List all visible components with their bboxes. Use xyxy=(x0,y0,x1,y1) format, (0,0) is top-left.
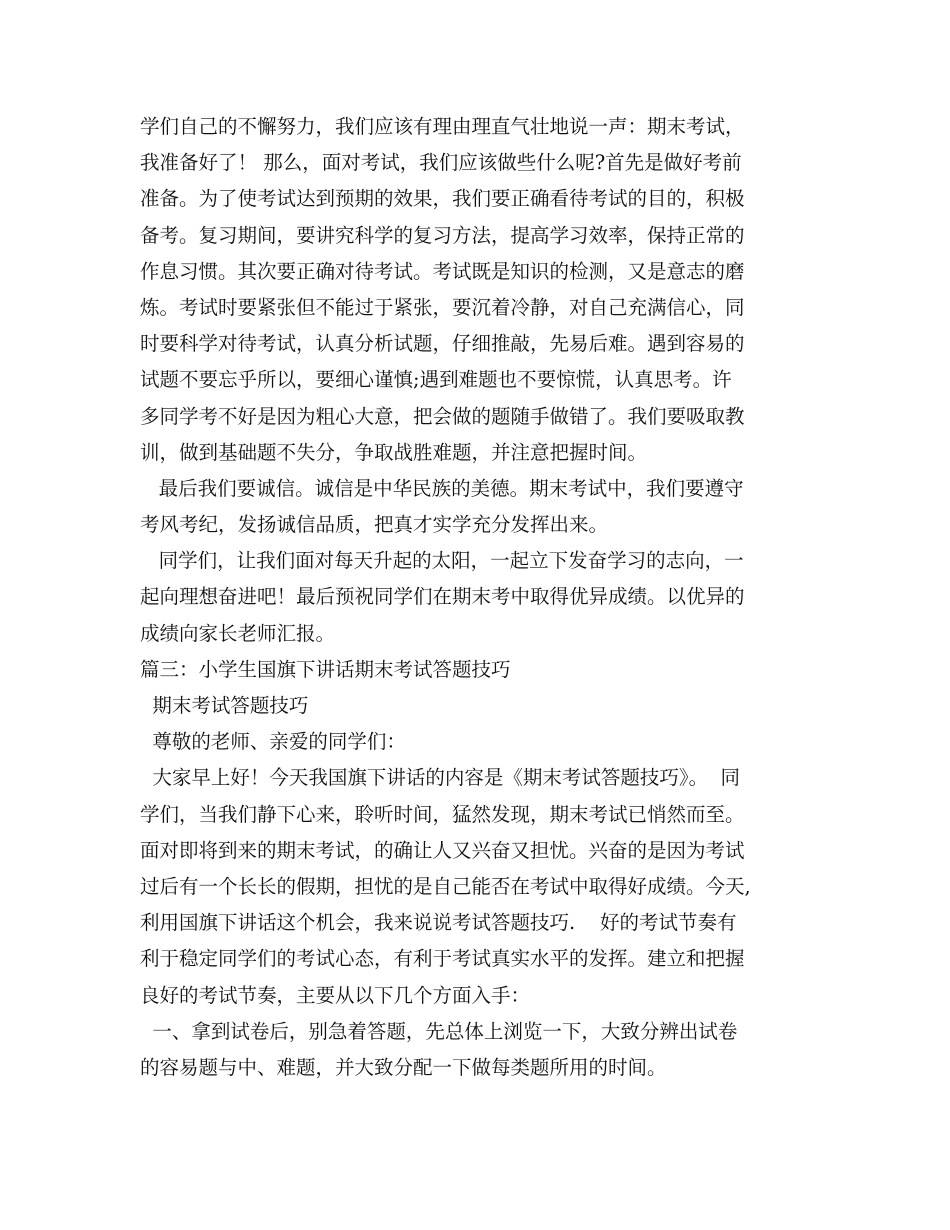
text-line: 利于稳定同学们的考试心态，有利于考试真实水平的发挥。建立和把握 xyxy=(140,947,745,971)
paragraph-line: 最后我们要诚信。诚信是中华民族的美德。期末考试中，我们要遵守 xyxy=(140,476,744,500)
text-line: 成绩向家长老师汇报。 xyxy=(140,621,336,645)
text-line: 利用国旗下讲话这个机会，我来说说考试答题技巧. 好的考试节奏有 xyxy=(140,911,737,935)
text-line: 学们，当我们静下心来，聆听时间，猛然发现，期末考试已悄然而至。 xyxy=(140,802,745,826)
text-line: 时要科学对待考试，认真分析试题，仔细推敲，先易后难。遇到容易的 xyxy=(140,332,745,356)
text-line: 的容易题与中、难题，并大致分配一下做每类题所用的时间。 xyxy=(140,1055,667,1079)
text-line: 我准备好了！ 那么，面对考试，我们应该做些什么呢?首先是做好考前 xyxy=(140,151,742,175)
text-line: 多同学考不好是因为粗心大意，把会做的题随手做错了。我们要吸取教 xyxy=(140,404,745,428)
text-line: 训，做到基础题不失分，争取战胜难题，并注意把握时间。 xyxy=(140,440,648,464)
paragraph-line: 同学们，让我们面对每天升起的太阳，一起立下发奋学习的志向，一 xyxy=(140,549,744,573)
paragraph-line: 大家早上好！今天我国旗下讲话的内容是《期末考试答题技巧》。 同 xyxy=(140,766,741,790)
text-line: 面对即将到来的期末考试，的确让人又兴奋又担忧。兴奋的是因为考试 xyxy=(140,838,745,862)
document-body xyxy=(140,109,820,1086)
text-line: 作息习惯。其次要正确对待考试。考试既是知识的检测，又是意志的磨 xyxy=(140,259,745,283)
section-heading: 篇三：小学生国旗下讲话期末考试答题技巧 xyxy=(140,657,511,681)
text-line: 试题不要忘乎所以，要细心谨慎;遇到难题也不要惊慌，认真思考。许 xyxy=(140,368,732,392)
text-line: 准备。为了使考试达到预期的效果，我们要正确看待考试的目的，积极 xyxy=(140,187,745,211)
speech-title: 期末考试答题技巧 xyxy=(140,694,309,717)
list-item-line: 一、拿到试卷后，别急着答题，先总体上浏览一下，大致分辨出试卷 xyxy=(140,1019,738,1043)
text-line: 炼。考试时要紧张但不能过于紧张，要沉着冷静，对自己充满信心，同 xyxy=(140,295,745,319)
text-line: 考风考纪，发扬诚信品质，把真才实学充分发挥出来。 xyxy=(140,513,609,537)
text-line: 过后有一个长长的假期，担忧的是自己能否在考试中取得好成绩。今天, xyxy=(140,874,751,898)
text-line: 学们自己的不懈努力，我们应该有理由理直气壮地说一声：期末考试， xyxy=(140,115,745,138)
text-line: 良好的考试节奏，主要从以下几个方面入手： xyxy=(140,983,531,1007)
text-line: 备考。复习期间，要讲究科学的复习方法，提高学习效率，保持正常的 xyxy=(140,223,745,247)
text-line: 起向理想奋进吧！最后预祝同学们在期末考中取得优异成绩。以优异的 xyxy=(140,585,745,609)
salutation: 尊敬的老师、亲爱的同学们： xyxy=(140,730,406,754)
